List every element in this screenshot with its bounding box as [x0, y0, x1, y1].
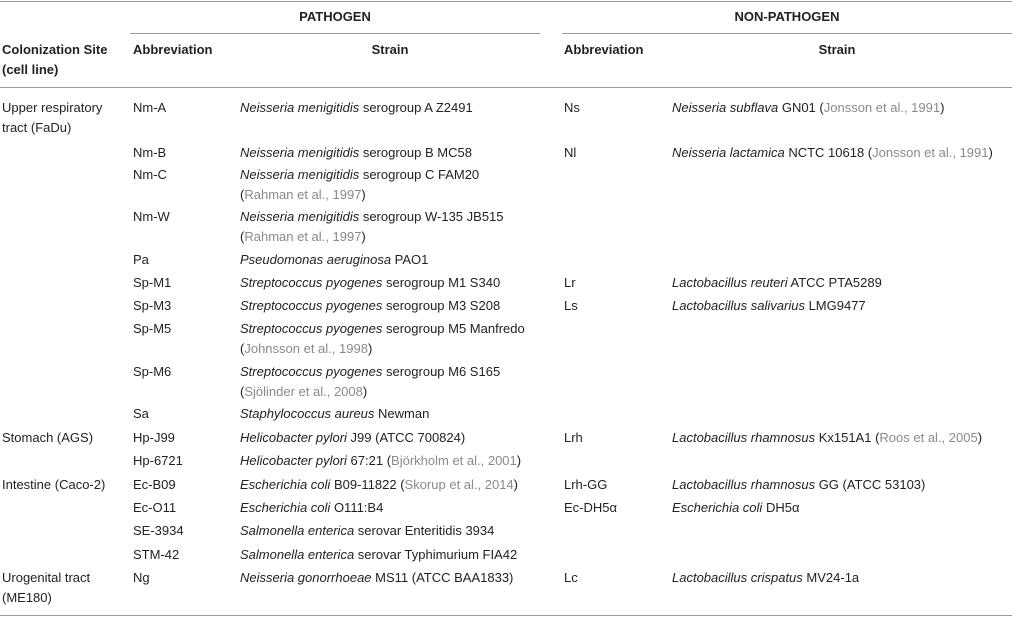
non-pathogen-abbreviation: Ec-DH5α [564, 500, 618, 515]
colonization-site: Stomach (AGS) [2, 430, 94, 445]
top-rule [0, 1, 1012, 2]
pathogen-citation: Björkholm et al., 2001 [391, 453, 517, 468]
colonization-site: Urogenital tract (ME180) [2, 570, 91, 605]
pathogen-species: Neisseria menigitidis [240, 145, 360, 160]
pathogen-strain [240, 475, 518, 495]
pathogen-abbreviation: Pa [133, 252, 149, 267]
pathogen-citation-line: (Rahman et al., 1997) [240, 187, 366, 202]
pathogen-strain [240, 207, 504, 227]
pathogen-species: Neisseria gonorrhoeae [240, 570, 372, 585]
pathogen-strain [240, 498, 383, 518]
pathogen-abbreviation: Nm-A [133, 100, 167, 115]
pathogen-strain [240, 165, 479, 185]
pathogen-abbreviation: Nm-W [133, 209, 170, 224]
pathogen-species: Neisseria menigitidis [240, 209, 360, 224]
non-pathogen-strain-header: Strain [818, 42, 856, 57]
pathogen-strain-detail: 67:21 ( [346, 453, 392, 468]
non-pathogen-species: Lactobacillus reuteri [672, 275, 788, 290]
non-pathogen-citation: Jonsson et al., 1991 [823, 100, 941, 115]
pathogen-strain-detail: PAO1 [391, 252, 429, 267]
pathogen-abbreviation: Sp-M6 [133, 364, 172, 379]
pathogen-strain-detail: serovar Enteritidis 3934 [354, 523, 495, 538]
pathogen-abbreviation: Hp-J99 [133, 430, 175, 445]
pathogen-abbreviation: SE-3934 [133, 523, 184, 538]
pathogen-strain [240, 273, 500, 293]
pathogen-strain-detail: serovar Typhimurium FIA42 [354, 547, 518, 562]
non-pathogen-species: Lactobacillus rhamnosus [672, 430, 816, 445]
non-pathogen-strain-detail: GN01 ( [778, 100, 824, 115]
pathogen-abbreviation: Nm-C [133, 167, 167, 182]
non-pathogen-species: Neisseria subflava [672, 100, 779, 115]
pathogen-species: Streptococcus pyogenes [240, 298, 383, 313]
pathogen-strain [240, 143, 472, 163]
non-pathogen-citation-close: ) [940, 100, 945, 115]
pathogen-abbreviation: Ec-B09 [133, 477, 176, 492]
pathogen-species: Salmonella enterica [240, 523, 355, 538]
non-pathogen-abbreviation: Lc [564, 570, 578, 585]
pathogen-citation: Rahman et al., 1997 [244, 187, 362, 202]
pathogen-abbreviation: Ec-O11 [133, 500, 177, 515]
pathogen-strain-detail: serogroup M1 S340 [382, 275, 501, 290]
non-pathogen-group-rule [562, 33, 1012, 34]
non-pathogen-species: Lactobacillus salivarius [672, 298, 805, 313]
non-pathogen-strain [672, 475, 925, 495]
pathogen-strain [240, 250, 428, 270]
non-pathogen-strain [672, 273, 882, 293]
pathogen-strain [240, 296, 500, 316]
non-pathogen-strain [672, 98, 944, 118]
non-pathogen-strain [672, 296, 866, 316]
pathogen-strain [240, 404, 429, 424]
non-pathogen-citation: Roos et al., 2005 [879, 430, 978, 445]
pathogen-abbreviation: Hp-6721 [133, 453, 183, 468]
non-pathogen-strain-detail: DH5α [762, 500, 800, 515]
pathogen-strain [240, 568, 513, 588]
pathogen-strain-detail: serogroup A Z2491 [359, 100, 473, 115]
pathogen-species: Staphylococcus aureus [240, 406, 375, 421]
pathogen-strain-detail: MS11 (ATCC BAA1833) [371, 570, 514, 585]
bottom-rule [0, 615, 1012, 616]
pathogen-species: Helicobacter pylori [240, 430, 347, 445]
pathogen-strain [240, 521, 494, 541]
pathogen-abbreviation: Nm-B [133, 145, 167, 160]
pathogen-citation-line: (Sjölinder et al., 2008) [240, 384, 368, 399]
pathogen-species: Streptococcus pyogenes [240, 275, 383, 290]
non-pathogen-strain-detail: GG (ATCC 53103) [815, 477, 926, 492]
pathogen-strain-detail: serogroup M6 S165 [382, 364, 501, 379]
non-pathogen-abbreviation: Lrh-GG [564, 477, 608, 492]
non-pathogen-strain-detail: ATCC PTA5289 [787, 275, 882, 290]
non-pathogen-strain [672, 428, 982, 448]
header-bottom-rule [0, 87, 1012, 88]
non-pathogen-species: Escherichia coli [672, 500, 763, 515]
pathogen-citation: Rahman et al., 1997 [244, 229, 362, 244]
non-pathogen-citation-close: ) [988, 145, 993, 160]
pathogen-abbreviation: Sa [133, 406, 149, 421]
pathogen-species: Streptococcus pyogenes [240, 321, 383, 336]
colonization-site: Intestine (Caco-2) [2, 477, 106, 492]
pathogen-strain-detail: serogroup B MC58 [359, 145, 472, 160]
pathogen-strain-detail: serogroup W-135 JB515 [359, 209, 504, 224]
non-pathogen-species: Lactobacillus rhamnosus [672, 477, 816, 492]
non-pathogen-citation: Jonsson et al., 1991 [872, 145, 989, 160]
pathogen-strain [240, 428, 465, 448]
non-pathogen-citation-close: ) [977, 430, 983, 445]
pathogen-strain-detail: serogroup C FAM20 [359, 167, 480, 182]
pathogen-strain [240, 545, 517, 565]
pathogen-strain-detail: Newman [374, 406, 430, 421]
site-column-header: Colonization Site (cell line) [2, 42, 108, 77]
pathogen-strain [240, 362, 500, 382]
pathogen-strain [240, 319, 525, 339]
pathogen-abbreviation: STM-42 [133, 547, 180, 562]
pathogen-strain-detail: B09-11822 ( [330, 477, 405, 492]
pathogen-strain [240, 98, 473, 118]
non-pathogen-strain-detail: LMG9477 [804, 298, 866, 313]
pathogen-strain-detail: serogroup M3 S208 [382, 298, 501, 313]
pathogen-citation: Sjölinder et al., 2008 [244, 384, 363, 399]
non-pathogen-abbreviation: Ls [564, 298, 578, 313]
non-pathogen-strain [672, 143, 993, 163]
non-pathogen-strain-detail: Kx151A1 ( [815, 430, 880, 445]
pathogen-strain [240, 451, 521, 471]
pathogen-species: Streptococcus pyogenes [240, 364, 383, 379]
colonization-site: Upper respiratory tract (FaDu) [2, 100, 103, 135]
pathogen-abbreviation: Sp-M5 [133, 321, 172, 336]
non-pathogen-strain-detail: NCTC 10618 ( [784, 145, 873, 160]
non-pathogen-abbreviation: Ns [564, 100, 580, 115]
pathogen-species: Escherichia coli [240, 477, 331, 492]
pathogen-citation-close: ) [513, 477, 519, 492]
non-pathogen-abbreviation: Lrh [564, 430, 583, 445]
pathogen-citation-close: ) [516, 453, 522, 468]
pathogen-abbreviation-header: Abbreviation [133, 42, 213, 57]
pathogen-abbreviation: Sp-M1 [133, 275, 172, 290]
pathogen-species: Salmonella enterica [240, 547, 355, 562]
pathogen-strain-detail: J99 (ATCC 700824) [346, 430, 466, 445]
non-pathogen-abbreviation: Nl [564, 145, 577, 160]
non-pathogen-strain [672, 568, 859, 588]
pathogen-species: Neisseria menigitidis [240, 167, 360, 182]
pathogen-citation: Johnsson et al., 1998 [244, 341, 368, 356]
pathogen-citation-line: (Johnsson et al., 1998) [240, 341, 373, 356]
non-pathogen-species: Lactobacillus crispatus [672, 570, 803, 585]
non-pathogen-group-header: NON-PATHOGEN [734, 9, 840, 24]
pathogen-strain-header: Strain [371, 42, 409, 57]
pathogen-citation-line: (Rahman et al., 1997) [240, 229, 366, 244]
pathogen-abbreviation: Sp-M3 [133, 298, 172, 313]
pathogen-strain-detail: serogroup M5 Manfredo [382, 321, 525, 336]
pathogen-abbreviation: Ng [133, 570, 150, 585]
non-pathogen-strain [672, 498, 799, 518]
pathogen-strain-detail: O111:B4 [330, 500, 384, 515]
pathogen-group-rule [130, 33, 540, 34]
pathogen-group-header: PATHOGEN [299, 9, 371, 24]
pathogen-species: Neisseria menigitidis [240, 100, 360, 115]
pathogen-species: Helicobacter pylori [240, 453, 347, 468]
pathogen-citation: Skorup et al., 2014 [404, 477, 514, 492]
non-pathogen-strain-detail: MV24-1a [802, 570, 860, 585]
pathogen-species: Escherichia coli [240, 500, 331, 515]
pathogen-species: Pseudomonas aeruginosa [240, 252, 392, 267]
non-pathogen-abbreviation-header: Abbreviation [564, 42, 644, 57]
non-pathogen-species: Neisseria lactamica [672, 145, 785, 160]
non-pathogen-abbreviation: Lr [564, 275, 576, 290]
